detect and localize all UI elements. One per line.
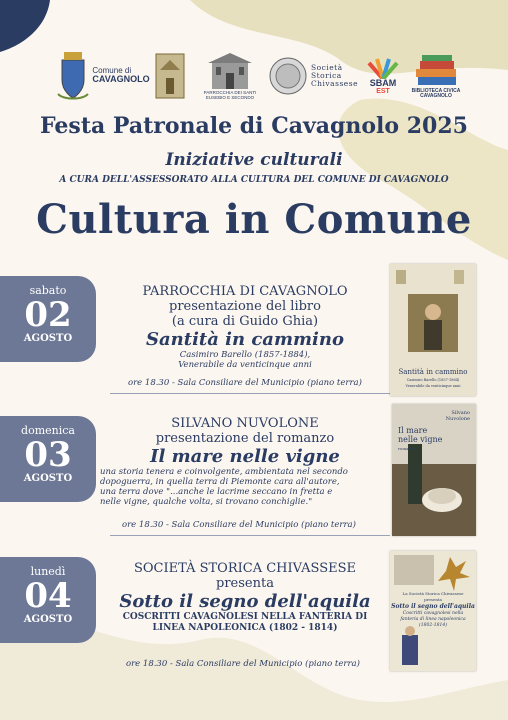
book-cover	[390, 264, 476, 396]
cover-title: Il mare	[398, 426, 428, 435]
event-body	[100, 284, 390, 370]
event-day: sabato	[29, 284, 67, 297]
comune-logo	[52, 48, 152, 104]
event-day: lunedì	[30, 565, 66, 578]
event-kind: presentazione del libro	[169, 299, 321, 314]
logo-row	[48, 48, 460, 108]
event-date-number: 02	[24, 295, 72, 335]
parrocchia-line2: EUSEBIO E SECONDO	[205, 95, 255, 100]
curated-by: A CURA DELL'ASSESSORATO ALLA CULTURA DEL COMUNE DI CAVAGNOLO	[59, 175, 449, 185]
cover-line: La Società Storica Chivassese	[402, 591, 464, 596]
cover-line: fanteria di linea napoleonica	[400, 617, 466, 622]
event-info: ore 18.30 - Sala Consiliare del Municipio (piano terra)	[126, 659, 360, 669]
societa-line1: Società	[310, 63, 343, 73]
parish-church-icon	[202, 51, 258, 91]
church-icon	[152, 50, 188, 102]
event-desc: LINEA NAPOLEONICA (1802 - 1814)	[152, 623, 338, 633]
event-title: Sotto il segno dell'aquila	[119, 591, 371, 612]
seal-icon	[268, 56, 308, 96]
cover-title: Sotto il segno dell'aquila	[391, 603, 475, 610]
event-info: ore 18.30 - Sala Consiliare del Municipio (piano terra)	[122, 520, 356, 530]
event-organizer: SOCIETÀ STORICA CHIVASSESE	[133, 561, 357, 576]
event-title: Santità in cammino	[146, 329, 344, 350]
event-desc: Casimiro Barello (1857-1884),	[179, 350, 311, 360]
event-month: AGOSTO	[23, 614, 73, 625]
event-desc: dopoguerra, in quella terra di Piemonte cara all'autore,	[100, 477, 340, 487]
event-organizer: PARROCCHIA DI CAVAGNOLO	[142, 284, 348, 299]
event-desc: una terra dove "...anche le lacrime seccano in fretta e	[100, 487, 333, 497]
parrocchia-logo	[200, 48, 260, 104]
cover-line: (1802-1814)	[419, 623, 447, 628]
cover-title: Santità in cammino	[398, 368, 468, 376]
sbam-line2: EST	[376, 88, 390, 96]
event-kind: presentazione del romanzo	[155, 431, 335, 446]
date-badge	[0, 416, 96, 502]
event-day: domenica	[21, 424, 75, 437]
event-organizer: SILVANO NUVOLONE	[171, 416, 319, 431]
event-month: AGOSTO	[23, 473, 73, 484]
event-date-number: 03	[24, 435, 72, 475]
subtitle: Iniziative culturali	[165, 150, 343, 170]
cover-subtitle: Casimiro Barello (1857-1884)	[406, 378, 460, 382]
societa-line3: Chivassese	[310, 78, 359, 88]
sbam-rays-icon	[363, 57, 403, 79]
cover-subtitle2: Venerabile da venticinque anni	[405, 384, 461, 388]
event-desc: Venerabile da venticinque anni	[178, 360, 312, 370]
societa-line2: Storica	[310, 71, 342, 81]
event-desc: COSCRITTI CAVAGNOLESI NELLA FANTERIA DI	[122, 612, 368, 622]
event-kind: presenta	[216, 576, 274, 591]
event-desc: una storia tenera e coinvolgente, ambientata nel secondo	[100, 467, 348, 477]
page-title: Festa Patronale di Cavagnolo 2025	[40, 113, 468, 139]
comune-line2: CAVAGNOLO	[92, 74, 150, 85]
event-desc: nelle vigne, qualche volta, si trovano conchiglie."	[100, 497, 313, 507]
cover-illustration	[390, 264, 476, 396]
books-icon	[412, 53, 460, 89]
event-body	[100, 416, 390, 507]
biblioteca-line2: CAVAGNOLO	[420, 93, 452, 99]
sbam-line1: SBAM	[369, 77, 397, 88]
cover-genre: romanzo	[398, 446, 416, 451]
church-logo-small	[152, 48, 188, 104]
cover-author: Silvano Nuvolone	[445, 410, 470, 422]
cover-title: nelle vigne	[398, 435, 443, 444]
biblioteca-logo	[408, 48, 464, 104]
cover-line: presenta	[424, 597, 442, 602]
event-date-number: 04	[24, 576, 72, 616]
parrocchia-line1: PARROCCHIA DEI SANTI	[203, 90, 257, 96]
divider	[110, 393, 390, 394]
date-badge	[0, 276, 96, 362]
big-title: Cultura in Comune	[36, 196, 472, 243]
event-info: ore 18.30 - Sala Consiliare del Municipio (piano terra)	[128, 378, 362, 388]
comune-line1: Comune di	[92, 66, 132, 76]
date-badge	[0, 557, 96, 643]
cover-illustration	[392, 404, 476, 536]
event-curator: (a cura di Guido Ghia)	[171, 314, 319, 329]
societa-logo	[266, 48, 360, 104]
cover-line: Coscritti cavagnolesi nella	[402, 611, 464, 616]
book-cover	[390, 551, 476, 671]
coat-of-arms-icon	[54, 50, 92, 102]
event-month: AGOSTO	[23, 333, 73, 344]
divider	[110, 535, 390, 536]
book-cover	[392, 404, 476, 536]
sbam-logo	[360, 48, 406, 104]
event-body	[100, 561, 390, 634]
biblioteca-line1: BIBLIOTECA CIVICA	[411, 87, 461, 94]
event-title: Il mare nelle vigne	[150, 446, 340, 467]
